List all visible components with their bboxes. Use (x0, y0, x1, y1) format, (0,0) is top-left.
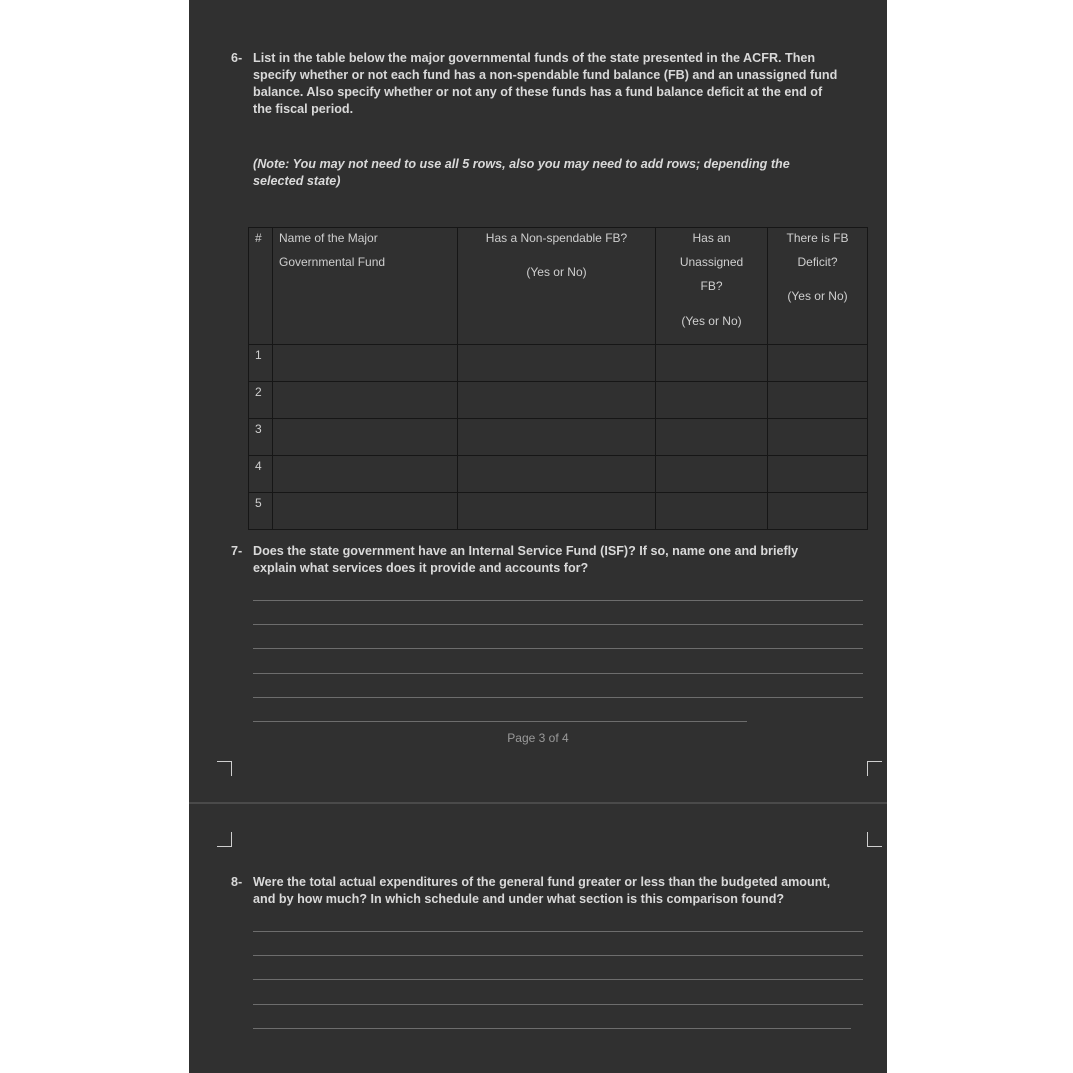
table-row (249, 345, 868, 382)
note-line: selected state) (253, 174, 341, 188)
page-corner-mark (867, 761, 882, 776)
header-unassigned-line: Unassigned (679, 255, 744, 269)
unassigned-cell[interactable] (656, 345, 768, 382)
funds-table (248, 227, 868, 530)
question-7-line: explain what services does it provide and accounts for? (253, 561, 589, 575)
answer-line[interactable] (253, 931, 863, 932)
nonspendable-cell[interactable] (458, 382, 656, 419)
question-8-line: and by how much? In which schedule and under what section is this comparison found? (253, 892, 785, 906)
nonspendable-cell[interactable] (458, 345, 656, 382)
header-number (249, 228, 273, 345)
nonspendable-cell[interactable] (458, 419, 656, 456)
table-row (249, 493, 868, 530)
document-page (189, 0, 887, 1073)
fund-name-cell[interactable] (273, 345, 458, 382)
answer-line[interactable] (253, 1028, 851, 1029)
question-6-line: specify whether or not each fund has a non-spendable fund balance (FB) and an unassigned fund (253, 68, 838, 82)
question-8-line: Were the total actual expenditures of the general fund greater or less than the budgeted amount, (253, 875, 831, 889)
page-footer: Page 3 of 4 (507, 731, 569, 745)
deficit-cell[interactable] (768, 419, 868, 456)
header-nonspendable-line: (Yes or No) (526, 265, 587, 279)
header-deficit-line: Deficit? (797, 255, 838, 269)
question-7-text (253, 543, 873, 577)
question-6-number: 6- (231, 51, 243, 65)
page-corner-mark (217, 761, 232, 776)
table-row (249, 456, 868, 493)
header-unassigned-line: (Yes or No) (681, 314, 742, 328)
row-number: 1 (249, 345, 273, 382)
unassigned-cell[interactable] (656, 382, 768, 419)
fund-name-cell[interactable] (273, 493, 458, 530)
unassigned-cell[interactable] (656, 493, 768, 530)
question-6-line: List in the table below the major governmental funds of the state presented in the ACFR. Then (253, 51, 816, 65)
answer-line[interactable] (253, 955, 863, 956)
deficit-cell[interactable] (768, 456, 868, 493)
header-nonspendable (458, 228, 656, 345)
answer-line[interactable] (253, 979, 863, 980)
note-line: (Note: You may not need to use all 5 rows, also you may need to add rows; depending the (253, 157, 790, 171)
row-number: 5 (249, 493, 273, 530)
answer-line[interactable] (253, 648, 863, 649)
answer-line[interactable] (253, 624, 863, 625)
table-row (249, 419, 868, 456)
header-deficit-line: There is FB (786, 231, 849, 245)
header-unassigned-line: Has an (692, 231, 731, 245)
header-unassigned-line: FB? (700, 279, 723, 293)
question-7-number: 7- (231, 544, 243, 558)
table-row (249, 382, 868, 419)
nonspendable-cell[interactable] (458, 456, 656, 493)
header-fund-name-line: Name of the Major (279, 231, 378, 245)
header-deficit (768, 228, 868, 345)
header-deficit-line: (Yes or No) (787, 289, 848, 303)
deficit-cell[interactable] (768, 345, 868, 382)
answer-line[interactable] (253, 697, 863, 698)
question-7-line: Does the state government have an Internal Service Fund (ISF)? If so, name one and briefly (253, 544, 799, 558)
question-6-line: balance. Also specify whether or not any of these funds has a fund balance deficit at the end of (253, 85, 823, 99)
answer-line[interactable] (253, 721, 747, 722)
page-corner-mark (867, 832, 882, 847)
unassigned-cell[interactable] (656, 419, 768, 456)
fund-name-cell[interactable] (273, 456, 458, 493)
deficit-cell[interactable] (768, 382, 868, 419)
page-corner-mark (217, 832, 232, 847)
row-number: 4 (249, 456, 273, 493)
header-number-label: # (255, 231, 262, 245)
unassigned-cell[interactable] (656, 456, 768, 493)
header-fund-name-line: Governmental Fund (279, 255, 386, 269)
answer-line[interactable] (253, 1004, 863, 1005)
fund-name-cell[interactable] (273, 419, 458, 456)
fund-name-cell[interactable] (273, 382, 458, 419)
question-8-text (253, 874, 878, 908)
page-break (189, 802, 887, 804)
question-6-line: the fiscal period. (253, 102, 354, 116)
answer-line[interactable] (253, 673, 863, 674)
row-number: 3 (249, 419, 273, 456)
table-header-row (249, 228, 868, 345)
row-number: 2 (249, 382, 273, 419)
header-fund-name (273, 228, 458, 345)
header-unassigned (656, 228, 768, 345)
question-6-note (253, 156, 843, 190)
header-nonspendable-line: Has a Non-spendable FB? (485, 231, 628, 245)
nonspendable-cell[interactable] (458, 493, 656, 530)
deficit-cell[interactable] (768, 493, 868, 530)
question-6-text (253, 50, 873, 118)
question-8-number: 8- (231, 875, 243, 889)
answer-line[interactable] (253, 600, 863, 601)
